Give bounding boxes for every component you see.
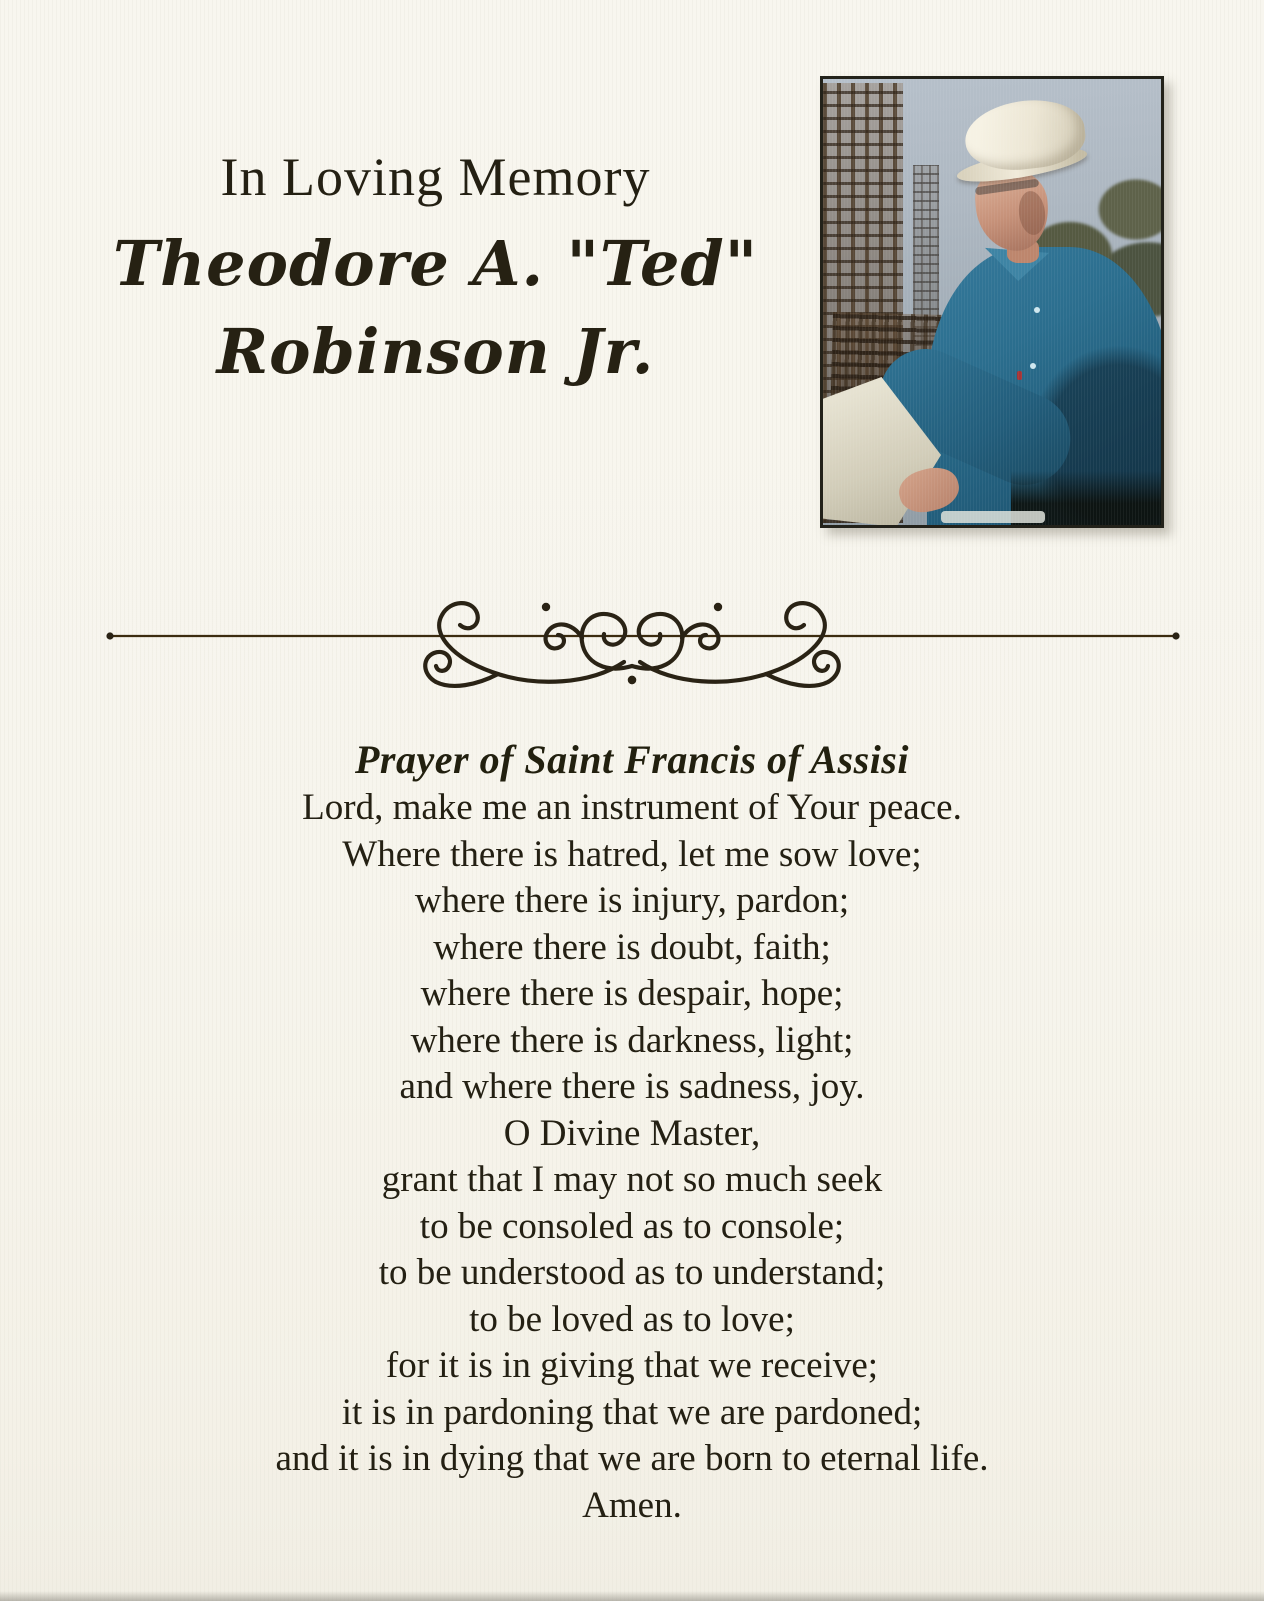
prayer-line: where there is darkness, light;	[410, 1019, 854, 1061]
photo-grain-overlay	[823, 79, 1161, 525]
prayer-line-amen: Amen.	[582, 1484, 682, 1526]
prayer-line: it is in pardoning that we are pardoned;	[341, 1391, 923, 1433]
deceased-name-line1: Theodore A. "Ted"	[112, 227, 759, 300]
prayer-line: Where there is hatred, let me sow love;	[342, 833, 922, 875]
divider-flourish	[100, 578, 1186, 694]
prayer-line: Lord, make me an instrument of Your peace.	[302, 787, 962, 828]
deceased-name-line2: Robinson Jr.	[216, 315, 655, 388]
prayer-line: to be understood as to understand;	[378, 1252, 886, 1293]
prayer-title: Prayer of Saint Francis of Assisi	[355, 737, 909, 782]
prayer-line: where there is doubt, faith;	[433, 926, 831, 968]
prayer-line: where there is injury, pardon;	[414, 880, 850, 921]
prayer-line: for it is in giving that we receive;	[385, 1345, 879, 1386]
prayer-line: O Divine Master,	[503, 1112, 761, 1154]
prayer-block	[0, 735, 1264, 1529]
prayer-line: grant that I may not so much seek	[381, 1159, 883, 1200]
memorial-heading: In Loving Memory	[220, 147, 651, 207]
prayer-line: and it is in dying that we are born to eternal life.	[275, 1438, 989, 1479]
scan-bottom-edge	[0, 1591, 1264, 1601]
memorial-photo	[820, 76, 1164, 528]
prayer-line: and where there is sadness, joy.	[399, 1066, 865, 1107]
prayer-line: to be consoled as to console;	[419, 1205, 845, 1247]
header-block	[38, 146, 833, 396]
prayer-line: where there is despair, hope;	[420, 973, 844, 1014]
prayer-line: to be loved as to love;	[469, 1298, 795, 1340]
